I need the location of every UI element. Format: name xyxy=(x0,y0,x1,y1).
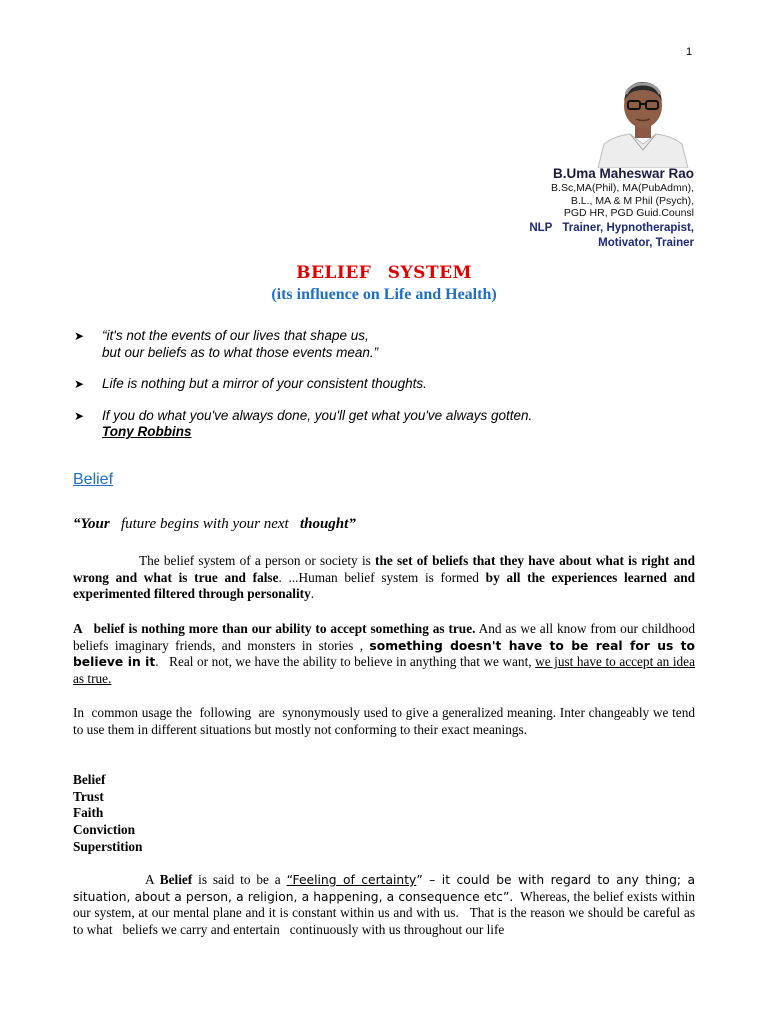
term-item: Superstition xyxy=(73,838,143,854)
bold-text-run: Belief xyxy=(159,872,193,887)
quote-item xyxy=(74,328,704,361)
author-role-text: Trainer, Hypnotherapist, xyxy=(562,221,694,234)
term-item: Belief xyxy=(73,772,106,787)
quote-list xyxy=(74,328,704,456)
author-credential: PGD HR, PGD Guid.Counsl xyxy=(563,207,694,219)
motto-open: “Your xyxy=(73,516,110,532)
author-role xyxy=(529,221,694,236)
quote-line: but our beliefs as to what those events mean.” xyxy=(102,344,379,360)
quote-line: If you do what you've always done, you'll get what you've always gotten. xyxy=(102,407,533,423)
document-title: BELIEF SYSTEM xyxy=(296,263,472,283)
quote-item xyxy=(74,408,704,441)
text-run: . xyxy=(310,586,315,602)
text-run: is said to be a xyxy=(192,872,287,887)
arrow-bullet-icon: ➤ xyxy=(74,377,85,391)
text-run: ” – it could be with regard to any thing; a situation, about a person, a religion, a happening, a consequence etc”. xyxy=(73,873,696,904)
motto-middle: future begins with your next xyxy=(109,516,300,532)
term-item: Conviction xyxy=(73,822,136,838)
quote-item xyxy=(74,376,704,393)
paragraph: In common usage the following are synonymously used to give a generalized meaning. Inter changeably we tend to use them in different situations but mostly not conforming to their exact meanings. xyxy=(73,705,699,737)
page-number: 1 xyxy=(686,46,693,58)
paragraph xyxy=(73,553,695,603)
author-role: Motivator, Trainer xyxy=(598,237,694,249)
text-run: . Real or not, we have the ability to believe in anything that we want, xyxy=(155,654,536,670)
quote-line: Life is nothing but a mirror of your consistent thoughts. xyxy=(102,376,427,391)
author-credential: B.L., MA & M Phil (Psych), xyxy=(570,194,694,207)
text-run: Whereas, the belief exists within our system, at our mental plane and it is constant within us and with us. That is the reason we should be careful as to what beliefs we carry and entertain continuously with us throughout our life xyxy=(73,888,699,938)
term-item: Trust xyxy=(73,788,104,804)
author-block xyxy=(529,165,694,251)
motto xyxy=(73,516,356,533)
paragraph xyxy=(73,872,699,939)
term-item: Faith xyxy=(73,805,104,821)
bold-text-run: by all the experiences learned and experimented filtered through personality xyxy=(73,569,696,602)
document-subtitle: (its influence on Life and Health) xyxy=(271,286,497,303)
arrow-bullet-icon: ➤ xyxy=(74,329,85,343)
author-role-prefix: NLP xyxy=(529,221,553,234)
quote-attribution: Tony Robbins xyxy=(102,424,192,439)
term-list xyxy=(73,772,695,856)
underlined-text-run: we just have to accept an idea as true. xyxy=(73,654,695,687)
bold-text-run: the set of beliefs that they have about what is right and wrong and what is true and false xyxy=(73,553,695,585)
arrow-bullet-icon: ➤ xyxy=(74,408,85,423)
text-run: And as we all know from our childhood beliefs imaginary friends, and monsters in stories , xyxy=(73,621,695,653)
bold-text-run: A belief is nothing more than our ability to accept something as true. xyxy=(73,621,476,636)
text-run: . ...Human belief system is formed xyxy=(278,569,486,585)
underlined-text-run: “Feeling of certainty xyxy=(286,873,417,887)
text-run: The belief system of a person or society is xyxy=(139,553,376,568)
motto-close: thought” xyxy=(299,516,356,532)
author-name: B.Uma Maheswar Rao xyxy=(552,166,694,181)
quote-line: “it's not the events of our lives that shape us, xyxy=(102,328,369,343)
section-heading: Belief xyxy=(73,471,114,488)
paragraph xyxy=(73,621,695,688)
bold-text-run: something doesn't have to be real for us to believe in it xyxy=(73,638,695,670)
author-credential: B.Sc,MA(Phil), MA(PubAdmn), xyxy=(551,182,694,194)
text-run: A xyxy=(145,872,160,887)
author-photo xyxy=(590,78,696,168)
portrait-image xyxy=(590,78,696,168)
